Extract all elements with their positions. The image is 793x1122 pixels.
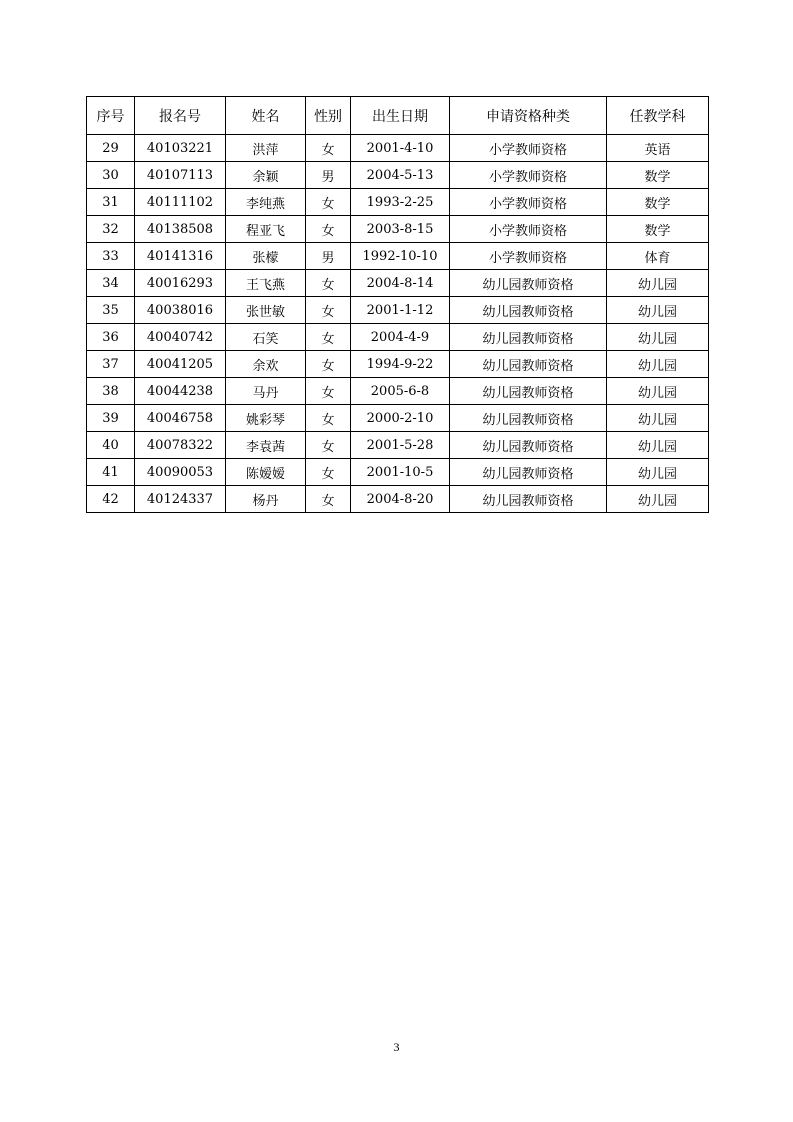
cell-reg-no: 40090053	[135, 459, 226, 486]
cell-subject: 幼儿园	[607, 459, 709, 486]
table-row	[87, 216, 709, 243]
cell-reg-no: 40138508	[135, 216, 226, 243]
table-row	[87, 297, 709, 324]
cell-name: 马丹	[226, 378, 306, 405]
table-row	[87, 486, 709, 513]
cell-birth-date: 2001-5-28	[351, 432, 450, 459]
cell-name: 王飞燕	[226, 270, 306, 297]
cell-subject: 体育	[607, 243, 709, 270]
cell-reg-no: 40078322	[135, 432, 226, 459]
cell-seq: 29	[87, 135, 135, 162]
cell-gender: 女	[306, 324, 351, 351]
applicant-table	[86, 96, 709, 513]
cell-seq: 30	[87, 162, 135, 189]
cell-birth-date: 2000-2-10	[351, 405, 450, 432]
table-row	[87, 378, 709, 405]
cell-gender: 女	[306, 351, 351, 378]
cell-reg-no: 40040742	[135, 324, 226, 351]
cell-seq: 32	[87, 216, 135, 243]
cell-name: 张檬	[226, 243, 306, 270]
cell-qualification: 小学教师资格	[450, 216, 607, 243]
cell-reg-no: 40046758	[135, 405, 226, 432]
cell-birth-date: 1992-10-10	[351, 243, 450, 270]
cell-qualification: 幼儿园教师资格	[450, 324, 607, 351]
cell-name: 石笑	[226, 324, 306, 351]
header-reg-no: 报名号	[135, 97, 226, 135]
header-name: 姓名	[226, 97, 306, 135]
cell-gender: 女	[306, 405, 351, 432]
cell-name: 洪萍	[226, 135, 306, 162]
cell-name: 杨丹	[226, 486, 306, 513]
cell-reg-no: 40016293	[135, 270, 226, 297]
cell-name: 李袁茜	[226, 432, 306, 459]
cell-gender: 女	[306, 486, 351, 513]
cell-seq: 31	[87, 189, 135, 216]
cell-reg-no: 40111102	[135, 189, 226, 216]
cell-seq: 42	[87, 486, 135, 513]
cell-gender: 女	[306, 189, 351, 216]
cell-qualification: 小学教师资格	[450, 243, 607, 270]
cell-seq: 33	[87, 243, 135, 270]
cell-name: 陈嫒嫒	[226, 459, 306, 486]
cell-birth-date: 2004-8-20	[351, 486, 450, 513]
cell-reg-no: 40041205	[135, 351, 226, 378]
cell-seq: 39	[87, 405, 135, 432]
cell-name: 姚彩琴	[226, 405, 306, 432]
cell-seq: 38	[87, 378, 135, 405]
cell-qualification: 幼儿园教师资格	[450, 297, 607, 324]
cell-reg-no: 40044238	[135, 378, 226, 405]
table-row	[87, 405, 709, 432]
cell-name: 程亚飞	[226, 216, 306, 243]
cell-qualification: 小学教师资格	[450, 135, 607, 162]
cell-subject: 幼儿园	[607, 297, 709, 324]
cell-birth-date: 2001-4-10	[351, 135, 450, 162]
table-row	[87, 189, 709, 216]
cell-name: 余欢	[226, 351, 306, 378]
cell-reg-no: 40141316	[135, 243, 226, 270]
cell-birth-date: 2004-4-9	[351, 324, 450, 351]
cell-gender: 女	[306, 135, 351, 162]
cell-seq: 41	[87, 459, 135, 486]
cell-qualification: 幼儿园教师资格	[450, 378, 607, 405]
cell-subject: 幼儿园	[607, 486, 709, 513]
cell-reg-no: 40107113	[135, 162, 226, 189]
header-qualification: 申请资格种类	[450, 97, 607, 135]
cell-subject: 幼儿园	[607, 378, 709, 405]
cell-gender: 女	[306, 297, 351, 324]
cell-seq: 37	[87, 351, 135, 378]
cell-name: 李纯燕	[226, 189, 306, 216]
cell-subject: 幼儿园	[607, 351, 709, 378]
page-number: 3	[393, 1040, 400, 1054]
cell-qualification: 幼儿园教师资格	[450, 351, 607, 378]
cell-seq: 34	[87, 270, 135, 297]
cell-gender: 男	[306, 243, 351, 270]
cell-name: 张世敏	[226, 297, 306, 324]
cell-gender: 女	[306, 378, 351, 405]
cell-qualification: 幼儿园教师资格	[450, 432, 607, 459]
table-row	[87, 432, 709, 459]
cell-seq: 36	[87, 324, 135, 351]
cell-subject: 数学	[607, 162, 709, 189]
cell-reg-no: 40103221	[135, 135, 226, 162]
table-row	[87, 135, 709, 162]
cell-qualification: 小学教师资格	[450, 189, 607, 216]
cell-gender: 女	[306, 432, 351, 459]
cell-subject: 英语	[607, 135, 709, 162]
cell-qualification: 幼儿园教师资格	[450, 405, 607, 432]
cell-reg-no: 40038016	[135, 297, 226, 324]
header-gender: 性别	[306, 97, 351, 135]
cell-birth-date: 1994-9-22	[351, 351, 450, 378]
table-body	[87, 135, 709, 513]
cell-qualification: 小学教师资格	[450, 162, 607, 189]
header-seq: 序号	[87, 97, 135, 135]
header-birth-date: 出生日期	[351, 97, 450, 135]
table-row	[87, 243, 709, 270]
table-row	[87, 324, 709, 351]
cell-reg-no: 40124337	[135, 486, 226, 513]
cell-birth-date: 2003-8-15	[351, 216, 450, 243]
cell-qualification: 幼儿园教师资格	[450, 486, 607, 513]
cell-birth-date: 2005-6-8	[351, 378, 450, 405]
table-header-row	[87, 97, 709, 135]
table-row	[87, 459, 709, 486]
table-row	[87, 270, 709, 297]
cell-gender: 女	[306, 459, 351, 486]
cell-gender: 男	[306, 162, 351, 189]
cell-qualification: 幼儿园教师资格	[450, 459, 607, 486]
cell-qualification: 幼儿园教师资格	[450, 270, 607, 297]
cell-subject: 幼儿园	[607, 405, 709, 432]
header-subject: 任教学科	[607, 97, 709, 135]
table-row	[87, 162, 709, 189]
cell-birth-date: 2001-1-12	[351, 297, 450, 324]
cell-birth-date: 2004-5-13	[351, 162, 450, 189]
cell-name: 余颖	[226, 162, 306, 189]
table-row	[87, 351, 709, 378]
cell-subject: 幼儿园	[607, 432, 709, 459]
cell-gender: 女	[306, 270, 351, 297]
cell-subject: 数学	[607, 189, 709, 216]
cell-subject: 幼儿园	[607, 324, 709, 351]
cell-subject: 幼儿园	[607, 270, 709, 297]
cell-birth-date: 1993-2-25	[351, 189, 450, 216]
cell-birth-date: 2004-8-14	[351, 270, 450, 297]
cell-birth-date: 2001-10-5	[351, 459, 450, 486]
cell-gender: 女	[306, 216, 351, 243]
cell-seq: 35	[87, 297, 135, 324]
cell-subject: 数学	[607, 216, 709, 243]
cell-seq: 40	[87, 432, 135, 459]
